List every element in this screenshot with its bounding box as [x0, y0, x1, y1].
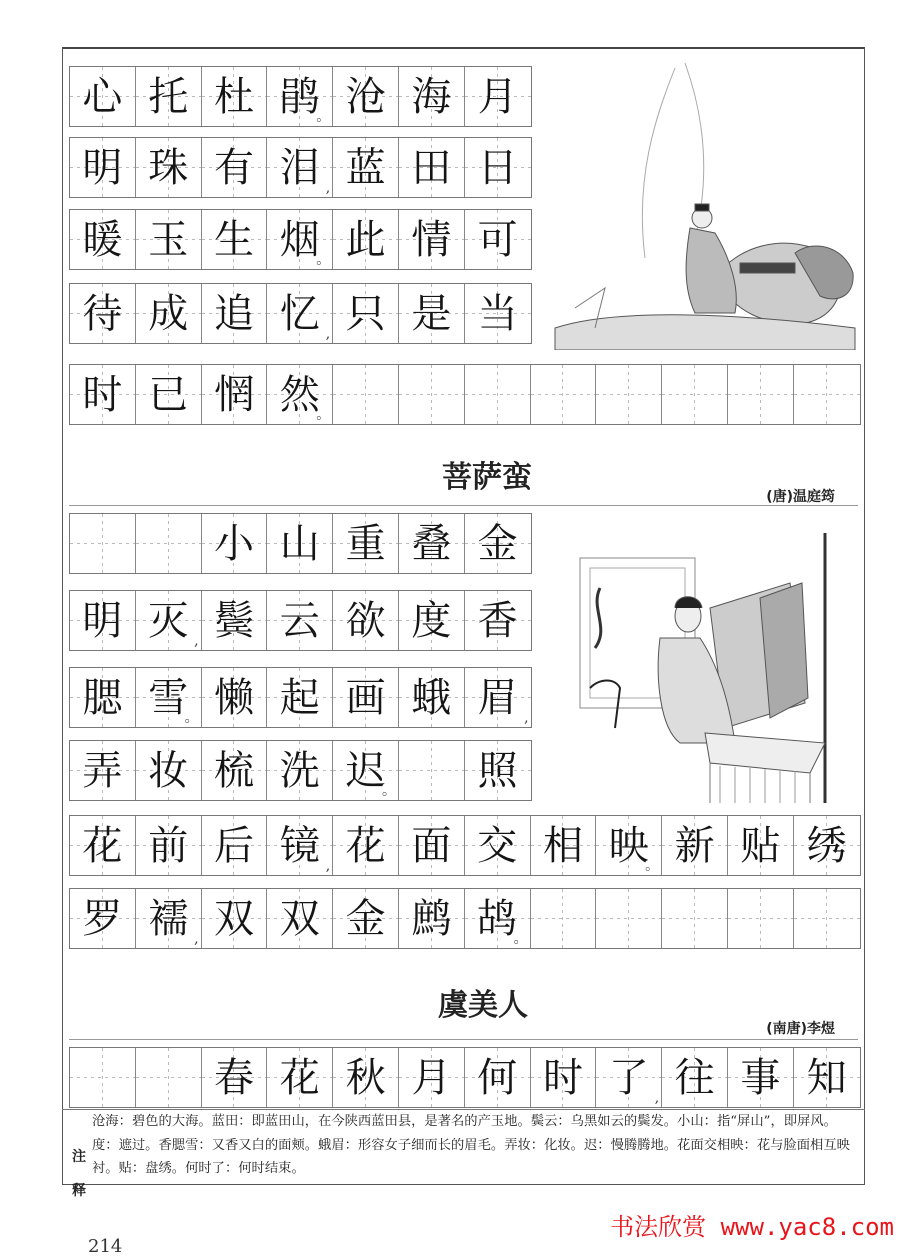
grid-cell [333, 284, 399, 343]
grid-row [69, 137, 532, 198]
grid-row [69, 1047, 861, 1108]
grid-cell [333, 668, 399, 727]
grid-cell [465, 514, 531, 573]
grid-cell [136, 816, 202, 875]
grid-cell [728, 1048, 794, 1107]
character: 襦 [148, 896, 189, 942]
grid-row [69, 888, 861, 949]
grid-cell [70, 741, 136, 800]
character: 珠 [148, 145, 189, 191]
grid-cell [136, 741, 202, 800]
grid-cell [596, 889, 662, 948]
character: 度 [411, 598, 452, 644]
grid-cell [267, 210, 333, 269]
character: 沧 [345, 74, 386, 120]
grid-cell [70, 210, 136, 269]
grid-cell [136, 668, 202, 727]
grid-cell [202, 284, 268, 343]
grid-cell [399, 741, 465, 800]
grid-row [69, 815, 861, 876]
character: 是 [411, 291, 452, 337]
grid-cell [399, 284, 465, 343]
punctuation: 。 [381, 783, 396, 799]
grid-cell [70, 67, 136, 126]
character: 起 [279, 675, 320, 721]
character: 金 [345, 896, 386, 942]
grid-cell [267, 668, 333, 727]
grid-cell [136, 591, 202, 650]
grid-cell [70, 889, 136, 948]
character: 镜 [279, 823, 320, 869]
character: 玉 [148, 217, 189, 263]
grid-row [69, 513, 532, 574]
character: 秋 [345, 1055, 386, 1101]
grid-cell [662, 365, 728, 424]
character: 贴 [740, 823, 781, 869]
grid-cell [136, 889, 202, 948]
grid-cell [794, 889, 860, 948]
illustration-lady-screen [560, 528, 832, 808]
character: 弄 [82, 748, 123, 794]
grid-cell [136, 210, 202, 269]
punctuation: , [194, 931, 199, 947]
character: 生 [213, 217, 254, 263]
grid-cell [794, 1048, 860, 1107]
grid-cell [465, 67, 531, 126]
character: 时 [542, 1055, 583, 1101]
grid-cell [596, 816, 662, 875]
grid-cell [267, 1048, 333, 1107]
grid-cell [202, 591, 268, 650]
punctuation: 。 [316, 252, 331, 268]
grid-cell [202, 514, 268, 573]
grid-cell [267, 591, 333, 650]
grid-cell [662, 1048, 728, 1107]
character: 追 [213, 291, 254, 337]
grid-row [69, 209, 532, 270]
grid-cell [399, 514, 465, 573]
grid-row [69, 283, 532, 344]
punctuation: 。 [184, 710, 199, 726]
watermark: 书法欣赏 www.yac8.com [610, 1213, 894, 1241]
grid-cell [399, 889, 465, 948]
grid-row [69, 66, 532, 127]
grid-cell [662, 889, 728, 948]
grid-row [69, 590, 532, 651]
punctuation: , [325, 326, 331, 342]
punctuation: 。 [645, 858, 660, 874]
character: 洗 [279, 748, 320, 794]
grid-cell [333, 591, 399, 650]
grid-cell [202, 138, 268, 197]
character: 叠 [411, 521, 452, 567]
divider [69, 1039, 858, 1040]
character: 明 [82, 145, 123, 191]
grid-cell [399, 591, 465, 650]
character: 交 [477, 823, 518, 869]
grid-cell [202, 210, 268, 269]
grid-cell [596, 365, 662, 424]
character: 云 [279, 598, 320, 644]
punctuation: , [325, 858, 331, 874]
character: 蓝 [345, 145, 386, 191]
character: 田 [411, 145, 452, 191]
grid-cell [728, 889, 794, 948]
grid-cell [267, 67, 333, 126]
character: 托 [148, 74, 189, 120]
character: 日 [477, 145, 518, 191]
punctuation: , [194, 633, 199, 649]
grid-cell [333, 365, 399, 424]
character: 月 [411, 1055, 452, 1101]
grid-row [69, 740, 532, 801]
grid-cell [267, 365, 333, 424]
grid-cell [70, 1048, 136, 1107]
character: 照 [477, 748, 518, 794]
grid-cell [267, 889, 333, 948]
grid-cell [267, 284, 333, 343]
grid-cell [399, 365, 465, 424]
grid-cell [70, 816, 136, 875]
punctuation: , [325, 180, 331, 196]
character: 后 [213, 823, 254, 869]
grid-row [69, 364, 861, 425]
notes-label: 注释 [72, 1149, 86, 1199]
character: 泪 [279, 145, 320, 191]
character: 金 [477, 521, 518, 567]
grid-cell [202, 889, 268, 948]
punctuation: 。 [316, 407, 331, 423]
character: 海 [411, 74, 452, 120]
character: 雪 [148, 675, 189, 721]
grid-cell [202, 1048, 268, 1107]
character: 此 [345, 217, 386, 263]
grid-cell [399, 138, 465, 197]
punctuation: 。 [513, 931, 528, 947]
grid-cell [531, 816, 597, 875]
character: 新 [674, 823, 715, 869]
grid-cell [202, 67, 268, 126]
grid-cell [136, 138, 202, 197]
grid-cell [399, 668, 465, 727]
grid-cell [531, 889, 597, 948]
character: 面 [411, 823, 452, 869]
grid-cell [465, 741, 531, 800]
character: 明 [82, 598, 123, 644]
character: 往 [674, 1055, 715, 1101]
grid-cell [333, 741, 399, 800]
grid-cell [399, 1048, 465, 1107]
grid-cell [728, 365, 794, 424]
grid-cell [333, 1048, 399, 1107]
character: 惘 [213, 372, 254, 418]
character: 了 [608, 1055, 649, 1101]
grid-cell [531, 1048, 597, 1107]
character: 情 [411, 217, 452, 263]
grid-cell [70, 284, 136, 343]
grid-cell [70, 365, 136, 424]
grid-cell [399, 67, 465, 126]
grid-cell [70, 138, 136, 197]
character: 花 [345, 823, 386, 869]
character: 山 [279, 521, 320, 567]
grid-cell [202, 365, 268, 424]
character: 懒 [213, 675, 254, 721]
grid-cell [136, 365, 202, 424]
grid-cell [70, 514, 136, 573]
grid-cell [465, 138, 531, 197]
grid-cell [465, 591, 531, 650]
character: 妆 [148, 748, 189, 794]
character: 只 [345, 291, 386, 337]
grid-cell [596, 1048, 662, 1107]
grid-cell [333, 138, 399, 197]
grid-cell [465, 816, 531, 875]
character: 待 [82, 291, 123, 337]
grid-cell [70, 591, 136, 650]
character: 忆 [279, 291, 320, 337]
grid-cell [662, 816, 728, 875]
character: 已 [148, 372, 189, 418]
grid-cell [267, 816, 333, 875]
poem-title-yumeiren: 虞美人 [438, 988, 528, 1023]
grid-cell [465, 1048, 531, 1107]
grid-cell [531, 365, 597, 424]
character: 小 [213, 521, 254, 567]
character: 香 [477, 598, 518, 644]
grid-cell [333, 67, 399, 126]
grid-cell [136, 67, 202, 126]
grid-cell [136, 1048, 202, 1107]
character: 腮 [82, 675, 123, 721]
grid-cell [333, 514, 399, 573]
character: 迟 [345, 748, 386, 794]
character: 蛾 [411, 675, 452, 721]
character: 花 [279, 1055, 320, 1101]
character: 前 [148, 823, 189, 869]
character: 然 [279, 372, 320, 418]
character: 当 [477, 291, 518, 337]
grid-cell [465, 284, 531, 343]
character: 可 [477, 217, 518, 263]
character: 双 [279, 896, 320, 942]
grid-cell [202, 741, 268, 800]
character: 时 [82, 372, 123, 418]
character: 何 [477, 1055, 518, 1101]
character: 画 [345, 675, 386, 721]
punctuation: 。 [316, 109, 331, 125]
grid-cell [333, 210, 399, 269]
grid-cell [136, 514, 202, 573]
character: 罗 [82, 896, 123, 942]
grid-cell [70, 668, 136, 727]
character: 暖 [82, 217, 123, 263]
poem-author-li-yu: (南唐)李煜 [766, 1021, 835, 1037]
character: 鹃 [279, 74, 320, 120]
poem-author-wen-tingyun: (唐)温庭筠 [766, 489, 835, 505]
character: 相 [542, 823, 583, 869]
character: 重 [345, 521, 386, 567]
character: 心 [82, 74, 123, 120]
character: 有 [213, 145, 254, 191]
grid-cell [728, 816, 794, 875]
divider [69, 505, 858, 506]
grid-cell [465, 668, 531, 727]
grid-cell [399, 210, 465, 269]
character: 梳 [213, 748, 254, 794]
character: 绣 [806, 823, 847, 869]
character: 烟 [279, 217, 320, 263]
character: 杜 [213, 74, 254, 120]
grid-cell [465, 365, 531, 424]
character: 成 [148, 291, 189, 337]
character: 月 [477, 74, 518, 120]
grid-cell [333, 816, 399, 875]
character: 知 [806, 1055, 847, 1101]
character: 双 [213, 896, 254, 942]
punctuation: , [524, 710, 529, 726]
notes-text: 沧海：碧色的大海。蓝田：即蓝田山，在今陕西蓝田县，是著名的产玉地。鬓云：乌黑如云的鬓发。小山：指“屏山”，即屏风。度：遮过。香腮雪：又香又白的面颊。蛾眉：形容女子细而长的眉毛。弄妆：化妆。迟：慢腾腾地。花面交相映：花与脸面相互映衬。贴：盘绣。何时了：何时结束。 [92, 1114, 850, 1176]
character: 鬓 [213, 598, 254, 644]
grid-cell [794, 816, 860, 875]
poem-title-pusaman: 菩萨蛮 [442, 460, 532, 495]
grid-cell [267, 514, 333, 573]
grid-cell [333, 889, 399, 948]
character: 鸪 [477, 896, 518, 942]
page-number: 214 [88, 1236, 123, 1257]
character: 眉 [477, 675, 518, 721]
grid-cell [136, 284, 202, 343]
grid-cell [267, 741, 333, 800]
character: 映 [608, 823, 649, 869]
grid-row [69, 667, 532, 728]
grid-cell [267, 138, 333, 197]
grid-cell [399, 816, 465, 875]
grid-cell [202, 668, 268, 727]
grid-cell [465, 889, 531, 948]
character: 事 [740, 1055, 781, 1101]
character: 春 [213, 1055, 254, 1101]
illustration-scholar [535, 58, 860, 350]
character: 花 [82, 823, 123, 869]
character: 鹧 [411, 896, 452, 942]
grid-cell [202, 816, 268, 875]
character: 欲 [345, 598, 386, 644]
grid-cell [794, 365, 860, 424]
punctuation: , [654, 1090, 660, 1106]
character: 灭 [148, 598, 189, 644]
grid-cell [465, 210, 531, 269]
